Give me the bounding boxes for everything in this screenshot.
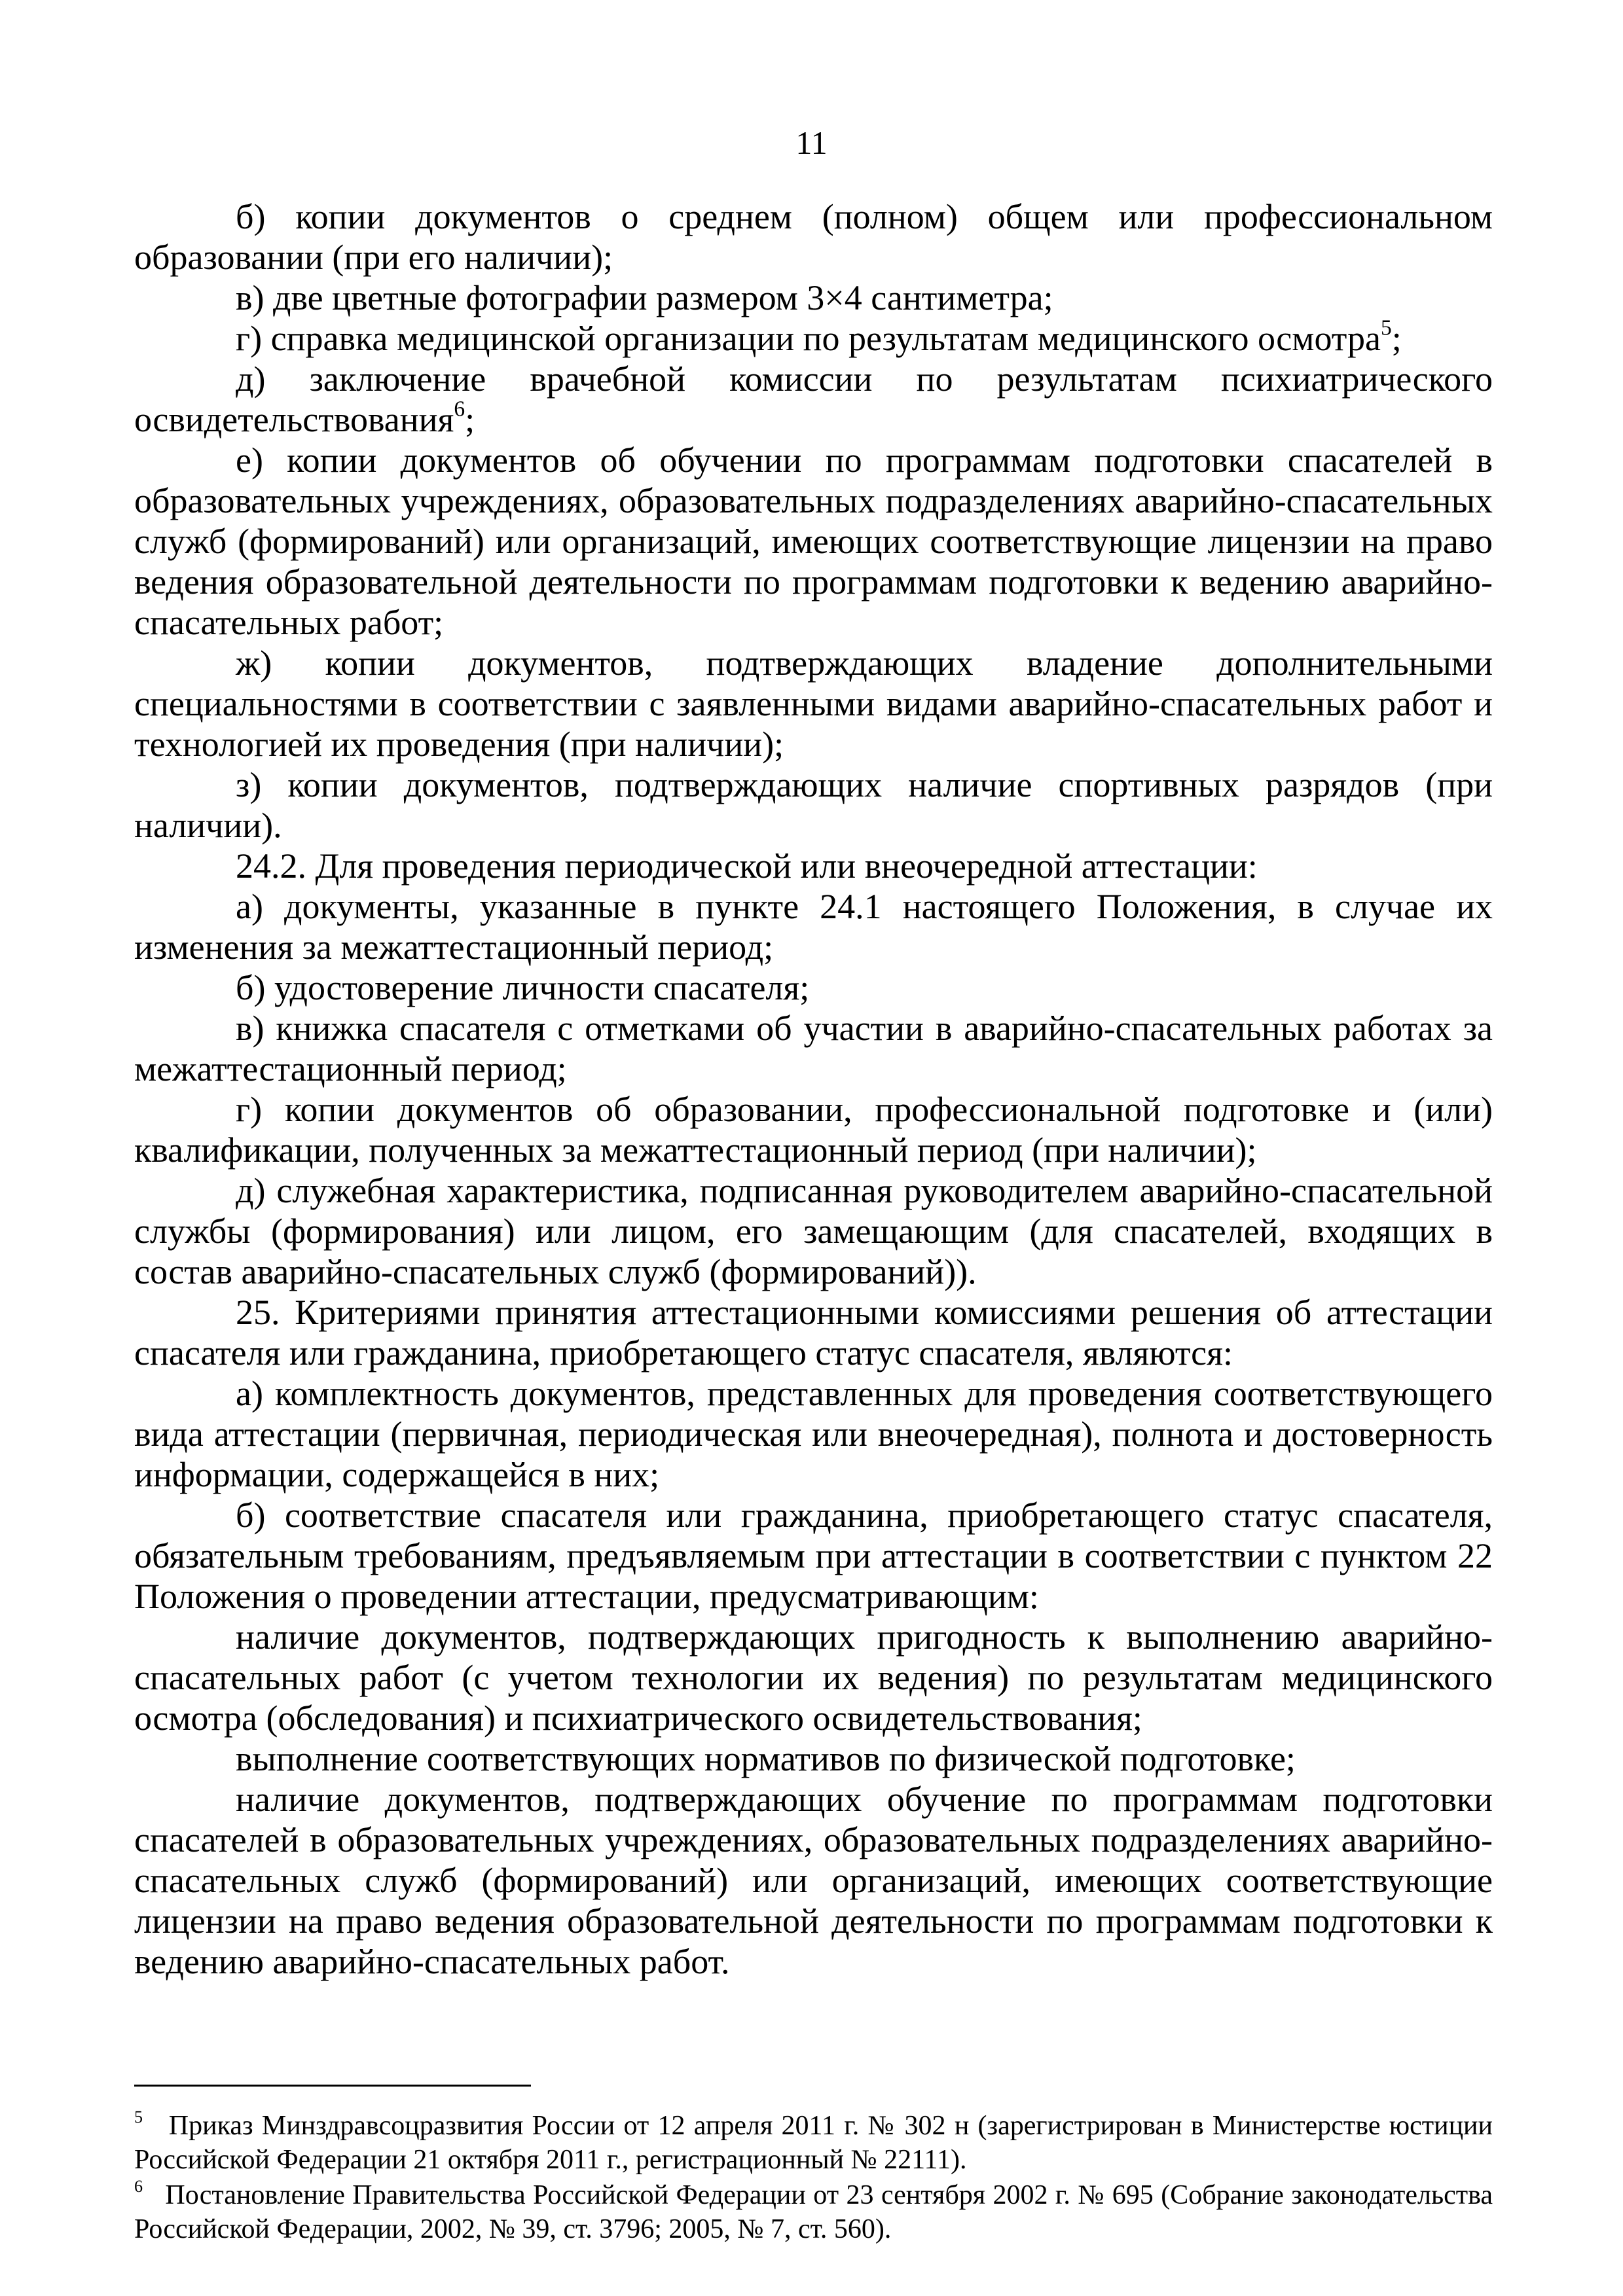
paragraph-z-sports-ranks: з) копии документов, подтверждающих наличие спортивных разрядов (при наличии). [134, 765, 1493, 845]
paragraph-text: д) заключение врачебной комиссии по результатам психиатрического освидетельствования [134, 359, 1493, 439]
paragraph-training-confirmation: наличие документов, подтверждающих обучение по программам подготовки спасателей в образовательных учреждениях, образовательных подразделениях аварийно-спасательных служб (формирований) или организаций, имеющих соответствующие лицензии на право ведения образовательной деятельности по программам подготовки к ведению аварийно-спасательных работ. [134, 1780, 1493, 1981]
footnote-ref-5: 5 [1380, 315, 1392, 340]
page-number: 11 [795, 124, 828, 161]
footnote-separator [134, 2085, 531, 2087]
paragraph-24-2-heading: 24.2. Для проведения периодической или внеочередной аттестации: [236, 846, 1258, 886]
footnote-text: Приказ Минздравсоцразвития России от 12 апреля 2011 г. № 302 н (зарегистрирован в Министерстве юстиции Российской Федерации 21 октября 2011 г., регистрационный № 22111). [134, 2111, 1493, 2175]
footnote-5 [134, 2109, 1493, 2177]
footnote-6 [134, 2178, 1493, 2246]
paragraph-a-changed-documents: а) документы, указанные в пункте 24.1 настоящего Положения, в случае их изменения за межаттестационный период; [134, 887, 1493, 967]
paragraph-b-education: б) копии документов о среднем (полном) общем или профессиональном образовании (при его наличии); [134, 197, 1493, 277]
footnote-mark: 6 [134, 2176, 143, 2196]
paragraph-b-identity-card: б) удостоверение личности спасателя; [236, 968, 810, 1007]
footnote-text: Постановление Правительства Российской Федерации от 23 сентября 2002 г. № 695 (Собрание законодательства Российской Федерации, 2002, № 39, ст. 3796; 2005, № 7, ст. 560). [134, 2180, 1493, 2244]
paragraph-physical-standards: выполнение соответствующих нормативов по физической подготовке; [236, 1739, 1296, 1778]
paragraph-zh-additional-specialties: ж) копии документов, подтверждающих владение дополнительными специальностями в соответствии с заявленными видами аварийно-спасательных работ и технологией их проведения (при наличии); [134, 643, 1493, 764]
paragraph-b-compliance: б) соответствие спасателя или гражданина, приобретающего статус спасателя, обязательным требованиям, предъявляемым при аттестации в соответствии с пунктом 22 Положения о проведении аттестации, предусматривающим: [134, 1496, 1493, 1616]
paragraph-a-completeness: а) комплектность документов, представленных для проведения соответствующего вида аттестации (первичная, периодическая или внеочередная), полнота и достоверность информации, содержащейся в них; [134, 1374, 1493, 1494]
paragraph-g-education-copies: г) копии документов об образовании, профессиональной подготовке и (или) квалификации, полученных за межаттестационный период (при наличии); [134, 1090, 1493, 1170]
footnote-mark: 5 [134, 2107, 143, 2126]
paragraph-text: г) справка медицинской организации по результатам медицинского осмотра [236, 319, 1381, 358]
paragraph-e-training-documents: е) копии документов об обучении по программам подготовки спасателей в образовательных учреждениях, образовательных подразделениях аварийно-спасательных служб (формирований) или организаций, имеющих соответствующие лицензии на право ведения образовательной деятельности по программам подготовки к ведению аварийно-спасательных работ; [134, 440, 1493, 642]
footnote-ref-6: 6 [454, 397, 465, 422]
paragraph-25-criteria: 25. Критериями принятия аттестационными комиссиями решения об аттестации спасателя или гражданина, приобретающего статус спасателя, являются: [134, 1293, 1493, 1372]
paragraph-medical-suitability: наличие документов, подтверждающих пригодность к выполнению аварийно-спасательных работ (с учетом технологии их ведения) по результатам медицинского осмотра (обследования) и психиатрического освидетельствования; [134, 1617, 1493, 1738]
paragraph-v-photos: в) две цветные фотографии размером 3×4 сантиметра; [236, 278, 1053, 317]
paragraph-end: ; [465, 400, 475, 439]
paragraph-v-rescuer-book: в) книжка спасателя с отметками об участии в аварийно-спасательных работах за межаттестационный период; [134, 1009, 1493, 1088]
paragraph-end: ; [1391, 319, 1402, 358]
document-body [134, 196, 1493, 1982]
paragraph-g-medical-certificate [134, 315, 1493, 359]
paragraph-d-service-reference: д) служебная характеристика, подписанная руководителем аварийно-спасательной службы (формирования) или лицом, его замещающим (для спасателей, входящих в состав аварийно-спасательных служб (формирований)). [134, 1171, 1493, 1291]
paragraph-d-psychiatric-conclusion [134, 359, 1493, 440]
footnotes [134, 2109, 1493, 2248]
